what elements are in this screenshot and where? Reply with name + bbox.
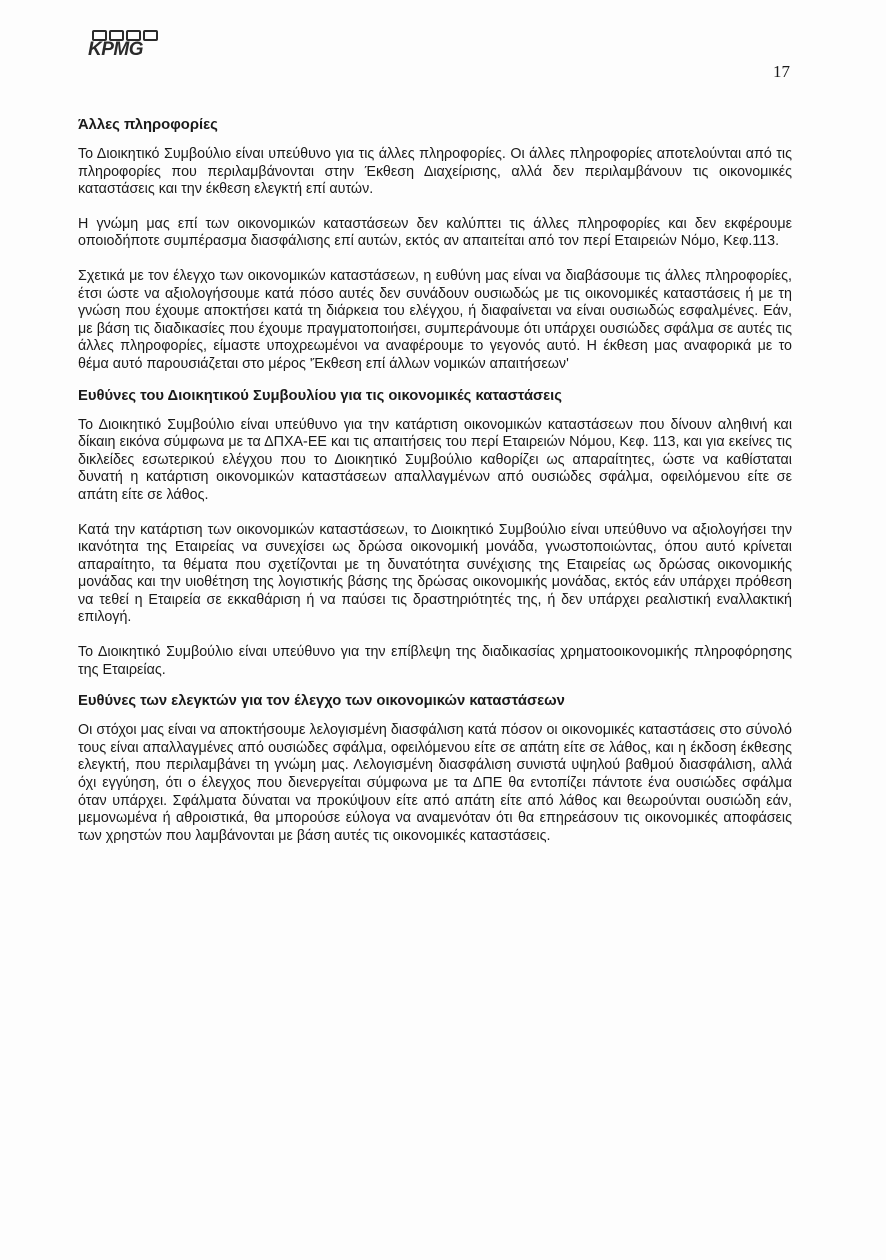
logo-text: KPMG <box>88 39 143 60</box>
document-body <box>78 116 792 862</box>
paragraph: Η γνώμη μας επί των οικονομικών καταστάσεων δεν καλύπτει τις άλλες πληροφορίες και δεν εκφέρουμε οποιοδήποτε συμπέρασμα διασφάλισης επί αυτών, εκτός αν απαιτείται από τον περί Εταιρειών Νόμο, Κεφ.113. <box>78 215 792 250</box>
kpmg-logo <box>88 30 166 70</box>
paragraph: Οι στόχοι μας είναι να αποκτήσουμε λελογισμένη διασφάλιση κατά πόσον οι οικονομικές καταστάσεις στο σύνολό τους είναι απαλλαγμένες από ουσιώδες σφάλμα, οφειλόμενου είτε σε απάτη είτε σε λάθος, και η έκδοση έκθεσης ελεγκτή, που περιλαμβάνει τη γνώμη μας. Λελογισμένη διασφάλιση συνιστά υψηλού βαθμού διασφάλιση, αλλά όχι εγγύηση, ότι ο έλεγχος που διενεργείται σύμφωνα με τα ΔΠΕ θα εντοπίζει πάντοτε ένα ουσιώδες σφάλμα όταν υπάρχει. Σφάλματα δύναται να προκύψουν είτε από απάτη είτε από λάθος και θεωρούνται ουσιώδη εάν, μεμονωμένα ή αθροιστικά, θα μπορούσε εύλογα να αναμενόταν ότι θα επηρεάσουν τις οικονομικές αποφάσεις των χρηστών που λαμβάνονται με βάση αυτές τις οικονομικές καταστάσεις. <box>78 722 792 844</box>
paragraph: Κατά την κατάρτιση των οικονομικών καταστάσεων, το Διοικητικό Συμβούλιο είναι υπεύθυνο να αξιολογήσει την ικανότητα της Εταιρείας να συνεχίσει ως δρώσα οικονομική μονάδα, γνωστοποιώντας, όπου αυτό κρίνεται απαραίτητο, τα θέματα που σχετίζονται με τη δυνατότητα συνέχισης της Εταιρείας ως δρώσας οικονομικής μονάδας και την υιοθέτηση της λογιστικής βάσης της δρώσας οικονομικής μονάδας, εκτός εάν υπάρχει πρόθεση να τεθεί η Εταιρεία σε εκκαθάριση ή να παύσει τις δραστηριότητές της, ή δεν υπάρχει ρεαλιστική εναλλακτική επιλογή. <box>78 521 792 626</box>
heading-auditor-responsibilities: Ευθύνες των ελεγκτών για τον έλεγχο των οικονομικών καταστάσεων <box>78 693 565 710</box>
heading-other-information: Άλλες πληροφορίες <box>78 117 218 133</box>
page-number: 17 <box>773 62 790 81</box>
paragraph: Σχετικά με τον έλεγχο των οικονομικών καταστάσεων, η ευθύνη μας είναι να διαβάσουμε τις άλλες πληροφορίες, έτσι ώστε να αξιολογήσουμε κατά πόσο αυτές δεν συνάδουν ουσιωδώς με τις οικονομικές καταστάσεις ή με τη γνώση που έχουμε αποκτήσει κατά τη διάρκεια του ελέγχου, ή διαφαίνεται να είναι ουσιωδώς εσφαλμένες. Εάν, με βάση τις διαδικασίες που έχουμε πραγματοποιήσει, συμπεράνουμε ότι υπάρχει ουσιώδες σφάλμα σε αυτές τις άλλες πληροφορίες, είμαστε υποχρεωμένοι να αναφέρουμε το γεγονός αυτό. Η έκθεση μας αναφορικά με το θέμα αυτό παρουσιάζεται στο μέρος 'Έκθεση επί άλλων νομικών απαιτήσεων' <box>78 267 792 372</box>
paragraph: Το Διοικητικό Συμβούλιο είναι υπεύθυνο για την κατάρτιση οικονομικών καταστάσεων που δίνουν αληθινή και δίκαιη εικόνα σύμφωνα με τα ΔΠΧΑ-ΕΕ και τις απαιτήσεις του περί Εταιρειών Νόμου, Κεφ. 113, και για εκείνες τις δικλείδες εσωτερικού ελέγχου που το Διοικητικό Συμβούλιο καθορίζει ως απαραίτητες, ώστε να καθίσταται δυνατή η κατάρτιση οικονομικών καταστάσεων απαλλαγμένων από ουσιώδες σφάλμα, οφειλόμενου είτε σε απάτη είτε σε λάθος. <box>78 416 792 503</box>
paragraph: Το Διοικητικό Συμβούλιο είναι υπεύθυνο για τις άλλες πληροφορίες. Οι άλλες πληροφορίες αποτελούνται από τις πληροφορίες που περιλαμβάνονται στην Έκθεση Διαχείρισης, αλλά δεν περιλαμβάνουν τις οικονομικές καταστάσεις και την έκθεση ελεγκτή επί αυτών. <box>78 146 792 198</box>
heading-board-responsibilities: Ευθύνες του Διοικητικού Συμβουλίου για τις οικονομικές καταστάσεις <box>78 387 562 404</box>
paragraph: Το Διοικητικό Συμβούλιο είναι υπεύθυνο για την επίβλεψη της διαδικασίας χρηματοοικονομικής πληροφόρησης της Εταιρείας. <box>78 644 792 678</box>
